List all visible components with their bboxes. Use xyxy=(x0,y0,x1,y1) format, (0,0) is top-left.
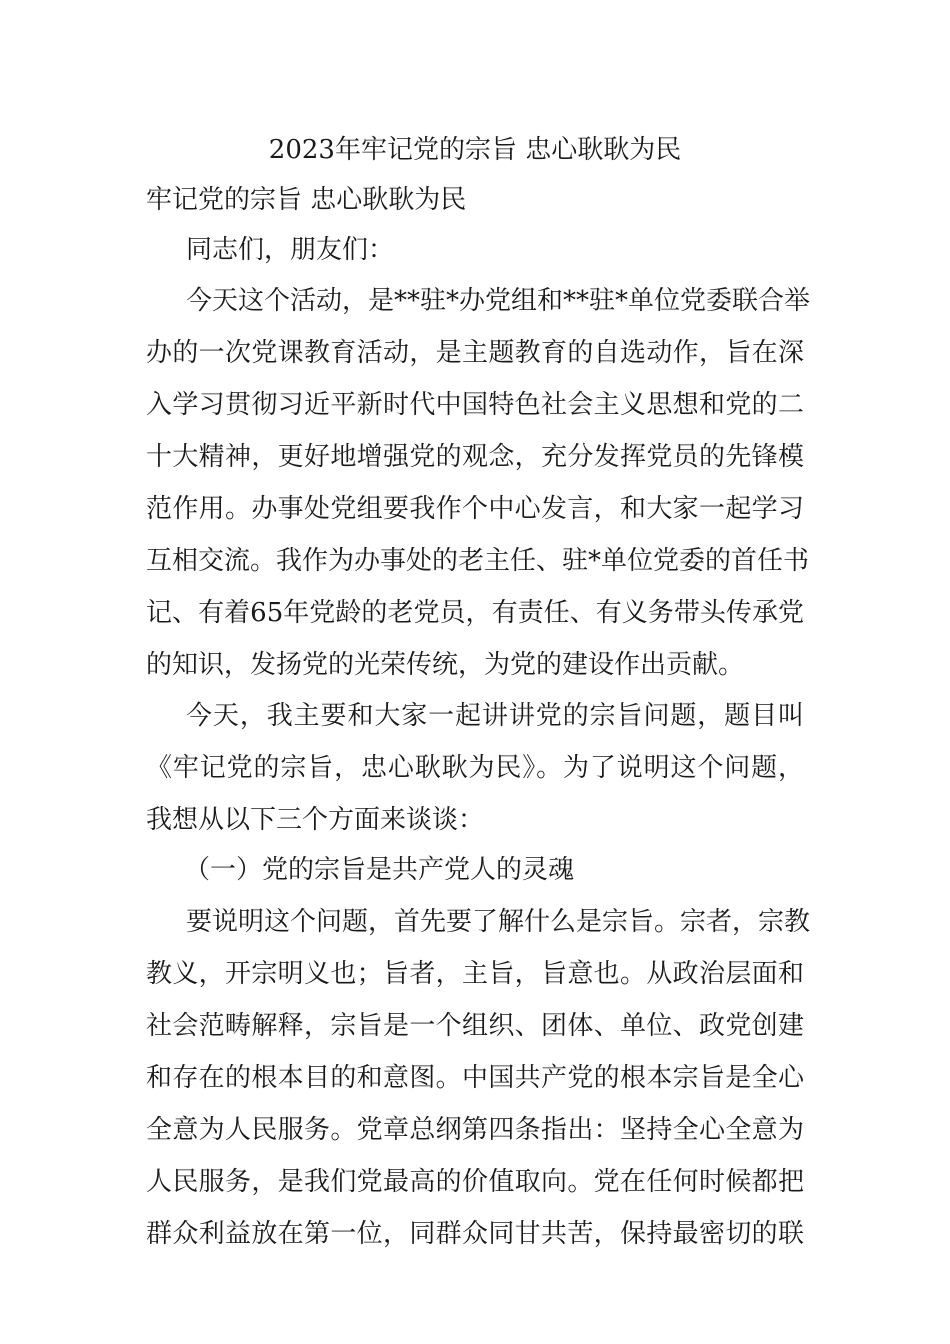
paragraph-line: 我想从以下三个方面来谈谈： xyxy=(146,805,485,835)
paragraph-line: 教义，开宗明义也；旨者，主旨，旨意也。从政治层面和 xyxy=(146,959,804,989)
paragraph-line: 互相交流。我作为办事处的老主任、驻*单位党委的首任书 xyxy=(146,546,810,576)
paragraph-line: 入学习贯彻习近平新时代中国特色社会主义思想和党的二 xyxy=(146,390,804,420)
paragraph-line: 办的一次党课教育活动，是主题教育的自选动作，旨在深 xyxy=(146,338,804,368)
document-subtitle: 牢记党的宗旨 忠心耿耿为民 xyxy=(146,185,467,215)
paragraph-line: 十大精神，更好地增强党的观念，充分发挥党员的先锋模 xyxy=(146,442,804,472)
paragraph-line: 群众利益放在第一位，同群众同甘共苦，保持最密切的联 xyxy=(146,1219,804,1249)
paragraph-line: 范作用。办事处党组要我作个中心发言，和大家一起学习 xyxy=(146,494,804,524)
paragraph-line: 和存在的根本目的和意图。中国共产党的根本宗旨是全心 xyxy=(146,1063,804,1093)
paragraph-line: 今天，我主要和大家一起讲讲党的宗旨问题，题目叫 xyxy=(186,701,804,731)
paragraph-line: 今天这个活动，是**驻*办党组和**驻*单位党委联合举 xyxy=(186,286,811,316)
greeting: 同志们，朋友们： xyxy=(186,235,395,265)
paragraph-line: 记、有着65年党龄的老党员，有责任、有义务带头传承党 xyxy=(146,598,804,628)
section-heading: （一）党的宗旨是共产党人的灵魂 xyxy=(184,855,575,885)
paragraph-line: 人民服务，是我们党最高的价值取向。党在任何时候都把 xyxy=(146,1167,804,1197)
paragraph-line: 《牢记党的宗旨，忠心耿耿为民》。为了说明这个问题， xyxy=(146,753,804,783)
paragraph-line: 的知识，发扬党的光荣传统，为党的建设作出贡献。 xyxy=(146,650,745,680)
paragraph-line: 要说明这个问题，首先要了解什么是宗旨。宗者，宗教 xyxy=(186,907,811,937)
document-title: 2023年牢记党的宗旨 忠心耿耿为民 xyxy=(268,135,682,165)
paragraph-line: 社会范畴解释，宗旨是一个组织、团体、单位、政党创建 xyxy=(146,1011,804,1041)
paragraph-line: 全意为人民服务。党章总纲第四条指出：坚持全心全意为 xyxy=(146,1115,804,1145)
